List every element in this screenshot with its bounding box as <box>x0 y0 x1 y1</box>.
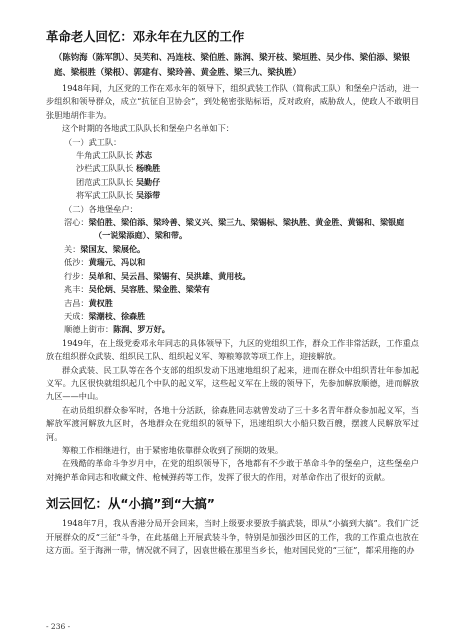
household-names: 吴伦炳、吴容胜、梁金胜、梁荣有 <box>88 284 210 295</box>
household-names: 陈润、罗万好。 <box>113 324 170 335</box>
squad-leader: 苏志 <box>135 150 153 161</box>
squad-leader: 吴添带 <box>135 190 161 201</box>
section-title-1: 革命老人回忆：邓永年在九区的工作 <box>46 29 245 44</box>
household-names: 吴单和、吴云昌、梁锡有、吴洪雄、黄用枝。 <box>88 270 251 281</box>
squad-row <box>46 162 419 175</box>
household-names: 梁国友、梁展伦。 <box>80 243 146 254</box>
household-row <box>46 270 419 283</box>
household-row <box>46 243 419 256</box>
place-label: 顺德上街市： <box>64 324 114 335</box>
household-row <box>46 323 419 336</box>
household-names: 梁潮枝、徐森胜 <box>88 310 146 321</box>
section-title-2: 刘云回忆：从“小搞”到“大搞” <box>46 496 215 512</box>
paragraph: 这个时期的各地武工队队长和堡垒户名单如下： <box>62 123 234 134</box>
household-row <box>46 256 419 269</box>
participants-list: （陈钧海（陈军凯）、吴芙和、冯连枝、梁伯胜、陈润、梁开枝、梁垣胜、吴少伟、梁伯添、梁银庭、梁根胜（梁根）、郭建有、梁玲善、黄金胜、梁三九、梁执胜） <box>54 52 410 77</box>
paragraph: 在动员组织群众参军时，各地十分活跃，徐森胜同志就曾发动了三十多名青年群众参加起义军，当解放军渡河解放九区时，各地群众在党组织的领导下，迅速组织大小船只数百艘，摆渡人民解放军过河。 <box>46 404 419 442</box>
household-row <box>46 310 419 323</box>
squad-leader: 杨晚胜 <box>135 163 161 174</box>
squad-label: 将军武工队队长 <box>76 190 134 201</box>
paragraph: 1949年，在上级党委邓永年同志的具体领导下，九区的党组织工作，群众工作非常活跃，工作重点放在组织群众武装、组织民工队、组织起义军、筹粮筹款等项工作上，迎接解放。 <box>46 337 419 362</box>
group-label-squads: （一）武工队： <box>64 136 122 147</box>
place-label: 滘心： <box>64 217 89 228</box>
squad-label: 团范武工队队长 <box>76 176 134 187</box>
place-label: 低沙： <box>64 257 89 268</box>
place-label: 行步： <box>64 270 89 281</box>
squad-row <box>46 189 419 202</box>
place-label: 关： <box>64 243 81 254</box>
paragraph: 筹粮工作相继进行，由于紧密地依靠群众收到了预期的效果。 <box>62 444 284 455</box>
page-number: - 236 - <box>46 622 71 631</box>
household-row <box>46 283 419 296</box>
paragraph: 1948年7月，我从香港分局开会回来，当时上级要求要放手搞武装，即从“小搞到大搞”。我们广泛开展群众的反“三征”斗争，在此基础上开展武装斗争，特别是加强沙田区的工作，我的工作重点也放在这方面。至于海洲一带，情况就不同了，因袁世椴在那里当乡长，他对国民党的“三征”，都采用拖的办 <box>46 518 419 555</box>
squad-leader: 吴勤仔 <box>135 176 161 187</box>
place-label: 天成： <box>64 310 89 321</box>
paragraph: 1948年间，九区党的工作在邓永年的领导下，组织武装工作队（简称武工队）和堡垒户活动，进一步组织和领导群众，成立“抗征自卫协会”，到处秘密张贴标语，反对政府，威胁敌人，使政人不敢明目张胆地胡作非为。 <box>46 83 419 120</box>
squad-label: 沙栏武工队队长 <box>76 163 134 174</box>
household-row <box>46 297 419 310</box>
household-row <box>46 216 419 243</box>
paragraph: 在残酷的革命斗争岁月中，在党的组织领导下，各地都有不少敢于革命斗争的堡垒户，这些堡垒户对掩护革命同志和收藏文件、枪械弹药等工作，发挥了很大的作用，对革命作出了很好的贡献。 <box>46 458 419 482</box>
squad-label: 牛角武工队队长 <box>76 150 134 161</box>
group-label-households: （二）各地堡垒户： <box>64 203 138 214</box>
household-names: 梁伯胜、梁伯添、梁玲善、梁义兴、梁三九、梁锡标、梁执胜、黄金胜、黄锡和、梁银庭（一说梁添庭）、梁和带。 <box>88 217 405 241</box>
squad-row <box>46 176 419 189</box>
household-names: 黄瑞元、冯以和 <box>88 257 146 268</box>
paragraph: 群众武装、民工队等在各个支部的组织发动下迅速地组织了起来，进而在群众中组织青壮年参加起义军。九区很快就组织起几个中队的起义军，这些起义军在上级的领导下，先参加解放顺德，进而解放九区——中山。 <box>46 364 419 402</box>
squad-row <box>46 149 419 162</box>
place-label: 兆丰： <box>64 284 89 295</box>
household-names: 黄权胜 <box>88 297 113 308</box>
place-label: 吉昌： <box>64 297 89 308</box>
